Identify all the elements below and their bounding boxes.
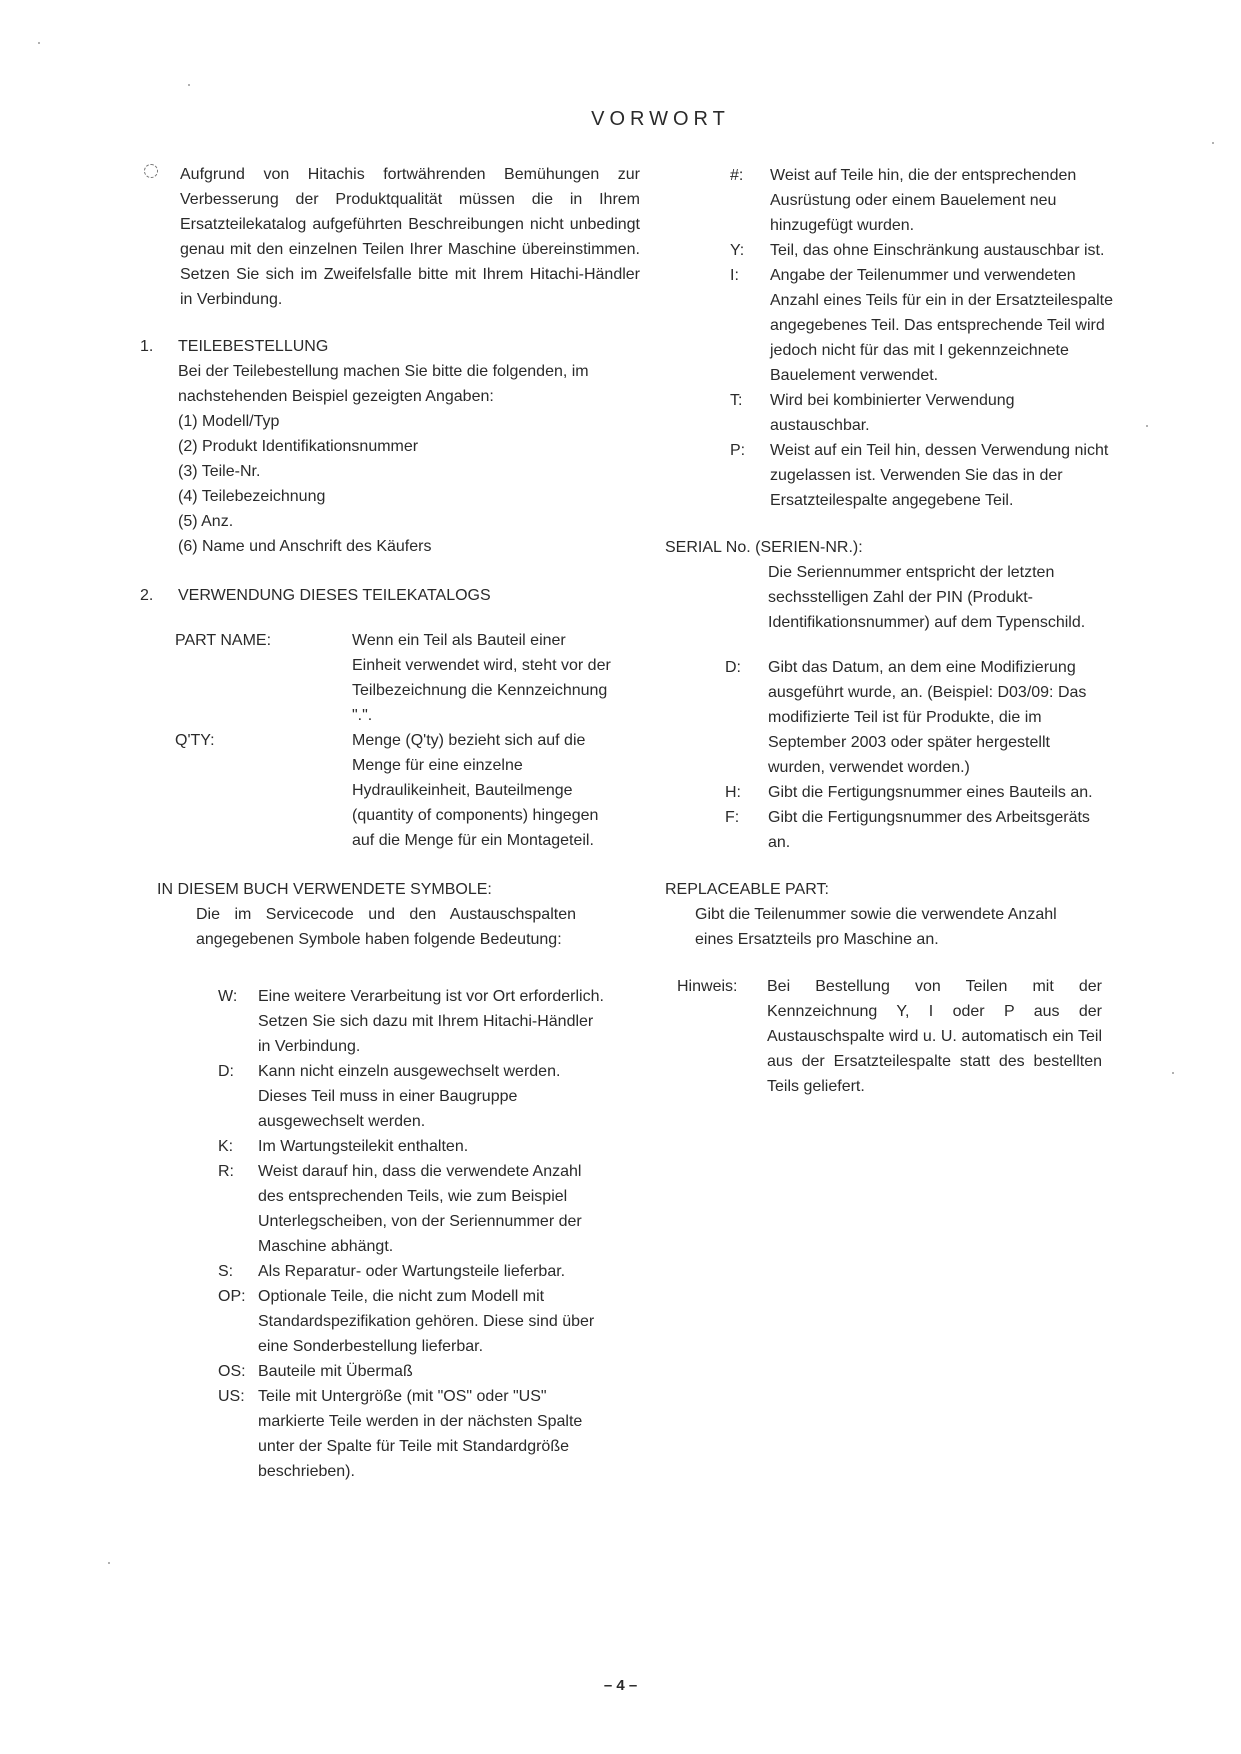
serial-code-row bbox=[725, 780, 1135, 805]
symbol-code: OP: bbox=[218, 1288, 246, 1305]
symbol-row bbox=[218, 1059, 608, 1134]
symbols-list-right bbox=[730, 163, 1150, 513]
serial-section bbox=[665, 535, 1135, 855]
serial-heading: SERIAL No. (SERIEN-NR.): bbox=[665, 539, 863, 556]
note-section bbox=[677, 974, 1135, 1099]
order-item-3: (3) Teile-Nr. bbox=[178, 463, 261, 480]
symbol-code: S: bbox=[218, 1263, 234, 1280]
symbol-row bbox=[730, 263, 1150, 388]
scan-speck bbox=[188, 84, 190, 86]
symbol-row bbox=[730, 163, 1150, 238]
symbol-code: W: bbox=[218, 988, 238, 1005]
symbol-desc: Wird bei kombinierter Verwendung austauschbar. bbox=[770, 392, 1015, 434]
symbol-row bbox=[218, 1159, 608, 1259]
definition-term: Q'TY: bbox=[175, 732, 215, 749]
order-item-1: (1) Modell/Typ bbox=[178, 413, 280, 430]
symbol-code: T: bbox=[730, 392, 743, 409]
serial-code-desc: Gibt das Datum, an dem eine Modifizierung ausgeführt wurde, an. (Beispiel: D03/09: Das modifizierte Teil ist für Produkte, die im September 2003 oder später hergestellt wurden, verwendet worden.) bbox=[768, 659, 1087, 776]
symbol-desc: Bauteile mit Übermaß bbox=[258, 1363, 413, 1380]
symbols-list-left bbox=[218, 984, 608, 1484]
symbol-code: R: bbox=[218, 1163, 234, 1180]
symbol-row bbox=[730, 438, 1150, 513]
symbol-row bbox=[730, 388, 1150, 438]
symbol-code: P: bbox=[730, 442, 746, 459]
symbol-desc: Im Wartungsteilekit enthalten. bbox=[258, 1138, 469, 1155]
note-text: Bei Bestellung von Teilen mit der Kennzeichnung Y, I oder P aus der Austauschspalte wird u. U. automatisch ein Teil aus der Ersatzteilespalte statt des bestellten Teils geliefert. bbox=[767, 978, 1102, 1095]
order-item-2: (2) Produkt Identifikationsnummer bbox=[178, 438, 419, 455]
serial-code: H: bbox=[725, 784, 741, 801]
scan-speck bbox=[38, 42, 40, 44]
symbol-row bbox=[218, 1259, 608, 1284]
symbol-code: Y: bbox=[730, 242, 745, 259]
serial-code-desc: Gibt die Fertigungsnummer eines Bauteils an. bbox=[768, 784, 1093, 801]
replaceable-text: Gibt die Teilenummer sowie die verwendete Anzahl eines Ersatzteils pro Maschine an. bbox=[695, 906, 1057, 948]
symbol-desc: Angabe der Teilenummer und verwendeten Anzahl eines Teils für ein in der Ersatzteilespalte angegebenes Teil. Das entsprechende Teil wird jedoch nicht für das mit I gekennzeichnete Bauelement verwendet. bbox=[770, 267, 1113, 384]
definition-desc: Menge (Q'ty) bezieht sich auf die Menge für eine einzelne Hydraulikeinheit, Bauteilmenge (quantity of components) hingegen auf die Menge für ein Montageteil. bbox=[352, 732, 599, 849]
serial-code-desc: Gibt die Fertigungsnummer des Arbeitsgeräts an. bbox=[768, 809, 1090, 851]
note-label: Hinweis: bbox=[677, 978, 738, 995]
intro-text: Aufgrund von Hitachis fortwährenden Bemühungen zur Verbesserung der Produktqualität müssen die in Ihrem Ersatzteilekatalog aufgeführten Beschreibungen nicht unbedingt genau mit den einzelnen Teilen Ihrer Maschine übereinstimmen. Setzen Sie sich im Zweifelsfalle bitte mit Ihrem Hitachi-Händler in Verbindung. bbox=[180, 166, 640, 308]
symbol-code: OS: bbox=[218, 1363, 246, 1380]
symbol-desc: Weist auf Teile hin, die der entsprechenden Ausrüstung oder einem Bauelement neu hinzugefügt wurden. bbox=[770, 167, 1077, 234]
replaceable-section bbox=[665, 877, 1135, 952]
section-number: 2. bbox=[140, 587, 154, 604]
section-text: Bei der Teilebestellung machen Sie bitte die folgenden, im nachstehenden Beispiel gezeigten Angaben: bbox=[178, 363, 589, 405]
definition-row bbox=[175, 728, 640, 853]
definition-row bbox=[175, 628, 640, 728]
definition-list bbox=[175, 628, 640, 853]
section-heading: VERWENDUNG DIESES TEILEKATALOGS bbox=[178, 587, 491, 604]
section-catalog-usage bbox=[140, 583, 640, 853]
page-number: – 4 – bbox=[603, 1677, 638, 1694]
symbol-row bbox=[218, 1359, 608, 1384]
symbol-row bbox=[218, 1284, 608, 1359]
order-item-4: (4) Teilebezeichnung bbox=[178, 488, 326, 505]
symbol-desc: Teile mit Untergröße (mit "OS" oder "US" markierte Teile werden in der nächsten Spalte unter der Spalte für Teile mit Standardgröße beschrieben). bbox=[258, 1388, 583, 1480]
page-title: VORWORT bbox=[591, 108, 730, 130]
intro-paragraph bbox=[140, 162, 640, 312]
symbol-code: K: bbox=[218, 1138, 234, 1155]
scan-speck bbox=[1212, 142, 1214, 144]
scan-speck bbox=[1172, 1072, 1174, 1074]
order-item-5: (5) Anz. bbox=[178, 513, 234, 530]
serial-code-row bbox=[725, 805, 1135, 855]
note-symbol-icon bbox=[144, 164, 158, 178]
symbol-row bbox=[218, 984, 608, 1059]
symbol-desc: Weist auf ein Teil hin, dessen Verwendung nicht zugelassen ist. Verwenden Sie das in der Ersatzteilespalte angegebene Teil. bbox=[770, 442, 1109, 509]
symbol-desc: Weist darauf hin, dass die verwendete Anzahl des entsprechenden Teils, wie zum Beispiel Unterlegscheiben, von der Seriennummer der Maschine abhängt. bbox=[258, 1163, 582, 1255]
symbol-row bbox=[730, 238, 1150, 263]
serial-code-row bbox=[725, 655, 1135, 780]
symbol-desc: Teil, das ohne Einschränkung austauschbar ist. bbox=[770, 242, 1105, 259]
symbol-desc: Als Reparatur- oder Wartungsteile lieferbar. bbox=[258, 1263, 566, 1280]
serial-code: F: bbox=[725, 809, 740, 826]
section-number: 1. bbox=[140, 338, 154, 355]
symbols-heading: IN DIESEM BUCH VERWENDETE SYMBOLE: bbox=[157, 881, 492, 898]
scan-speck bbox=[1146, 425, 1148, 427]
section-heading: TEILEBESTELLUNG bbox=[178, 338, 329, 355]
definition-desc: Wenn ein Teil als Bauteil einer Einheit verwendet wird, steht vor der Teilbezeichnung die Kennzeichnung ".". bbox=[352, 632, 611, 724]
symbol-code: I: bbox=[730, 267, 739, 284]
section-parts-ordering bbox=[140, 334, 640, 559]
left-column bbox=[140, 162, 640, 1484]
serial-text: Die Seriennummer entspricht der letzten sechsstelligen Zahl der PIN (Produkt-Identifikationsnummer) auf dem Typenschild. bbox=[768, 564, 1086, 631]
symbol-row bbox=[218, 1134, 608, 1159]
order-item-6: (6) Name und Anschrift des Käufers bbox=[178, 538, 432, 555]
serial-code-list bbox=[725, 655, 1135, 855]
replaceable-heading: REPLACEABLE PART: bbox=[665, 881, 829, 898]
definition-term: PART NAME: bbox=[175, 632, 272, 649]
symbol-code: D: bbox=[218, 1063, 234, 1080]
scan-speck bbox=[108, 1562, 110, 1564]
symbol-row bbox=[218, 1384, 608, 1484]
symbol-desc: Eine weitere Verarbeitung ist vor Ort erforderlich. Setzen Sie sich dazu mit Ihrem Hitachi-Händler in Verbindung. bbox=[258, 988, 604, 1055]
symbols-intro: Die im Servicecode und den Austauschspalten angegebenen Symbole haben folgende Bedeutung: bbox=[196, 906, 576, 948]
symbol-desc: Optionale Teile, die nicht zum Modell mit Standardspezifikation gehören. Diese sind über eine Sonderbestellung lieferbar. bbox=[258, 1288, 595, 1355]
serial-code: D: bbox=[725, 659, 741, 676]
symbol-code: #: bbox=[730, 167, 744, 184]
symbol-desc: Kann nicht einzeln ausgewechselt werden. Dieses Teil muss in einer Baugruppe ausgewechselt werden. bbox=[258, 1063, 561, 1130]
right-column bbox=[665, 163, 1135, 1099]
symbol-code: US: bbox=[218, 1388, 245, 1405]
